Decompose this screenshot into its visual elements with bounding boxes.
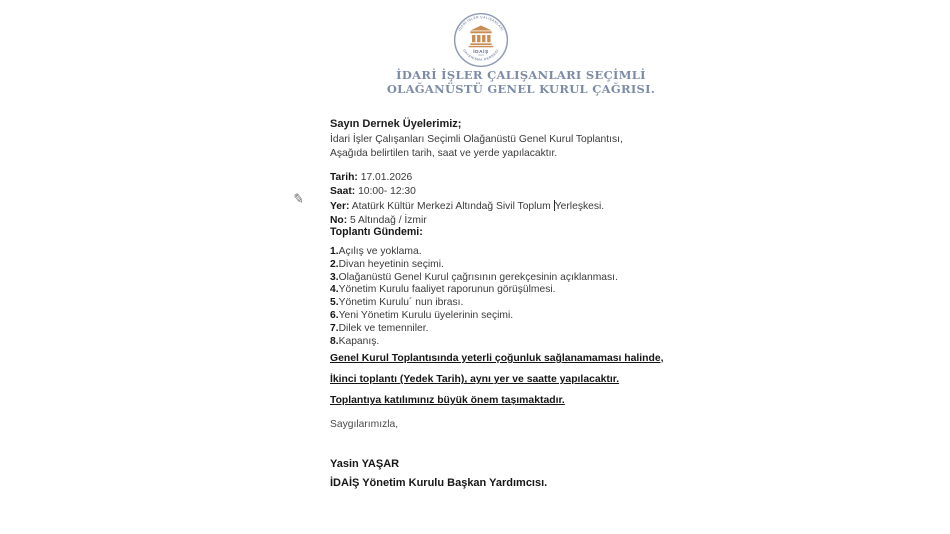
agenda-item	[330, 246, 618, 259]
intro-line: İdari İşler Çalışanları Seçimli Olağanüstü Genel Kurul Toplantısı,	[330, 134, 623, 145]
agenda-item-text: Olağanüstü Genel Kurul çağrısının gerekçesinin açıklanması.	[338, 271, 618, 283]
seal-acronym: İDAİŞ	[473, 49, 489, 55]
agenda-item-text: Yönetim Kurulu faaliyet raporunun görüşülmesi.	[338, 284, 556, 296]
signature-name: Yasin YAŞAR	[330, 458, 400, 470]
document-title-line1: İDARİ İŞLER ÇALIŞANLARI SEÇİMLİ	[396, 68, 646, 82]
agenda-item-number: 3.	[330, 271, 339, 283]
signature-title: İDAİŞ Yönetim Kurulu Başkan Yardımcısı.	[330, 477, 548, 489]
detail-label: Saat:	[330, 186, 356, 198]
detail-value: 5 Altındağ / İzmir	[350, 215, 427, 227]
agenda-item	[330, 272, 618, 285]
agenda-item-text: Yeni Yönetim Kurulu üyelerinin seçimi.	[338, 309, 514, 321]
detail-row-date	[330, 171, 604, 185]
agenda-item	[330, 323, 618, 336]
agenda-item-text: Açılış ve yoklama.	[338, 246, 422, 257]
agenda-item-text: Yönetim Kurulu´ nun ibrası.	[338, 297, 464, 309]
detail-value: Yerleşkesi.	[554, 200, 605, 212]
agenda-item-number: 7.	[330, 322, 339, 334]
detail-label: Yer:	[330, 200, 350, 212]
seal-icon	[452, 12, 510, 68]
agenda-item-text: Divan heyetinin seçimi.	[338, 258, 444, 270]
agenda-item-text: Dilek ve temenniler.	[338, 322, 429, 334]
quorum-notice-line: Toplantıya katılımınız büyük önem taşımaktadır.	[330, 395, 565, 407]
document-title-line2: OLAĞANÜSTÜ GENEL KURUL ÇAĞRISI.	[386, 82, 656, 96]
detail-row-place[interactable]	[330, 200, 604, 214]
intro-line: Aşağıda belirtilen tarih, saat ve yerde yapılacaktır.	[330, 148, 558, 160]
agenda-item	[330, 259, 618, 272]
meeting-details	[330, 171, 604, 229]
detail-value: Atatürk Kültür Merkezi Altındağ Sivil Toplum	[351, 200, 551, 212]
seal-ring-text-top: İDARİ İŞLER ÇALIŞANLARI	[457, 15, 505, 32]
quorum-notice-line: Genel Kurul Toplantısında yeterli çoğunluk sağlanamaması halinde,	[330, 353, 664, 364]
agenda-list	[330, 246, 618, 348]
pencil-icon[interactable]: ✎	[292, 190, 305, 207]
agenda-item-number: 6.	[330, 309, 339, 321]
agenda-item-number: 4.	[330, 284, 339, 296]
quorum-notice	[330, 348, 664, 412]
agenda-item-number: 1.	[330, 246, 339, 257]
agenda-item	[330, 310, 618, 323]
association-seal-logo	[452, 12, 510, 68]
detail-value: 10:00- 12:30	[358, 186, 416, 198]
detail-value: 17.01.2026	[360, 172, 413, 183]
detail-label: No:	[330, 215, 348, 227]
agenda-item-number: 2.	[330, 258, 339, 270]
agenda-heading: Toplantı Gündemi:	[330, 226, 423, 238]
detail-label: Tarih:	[330, 172, 358, 183]
seal-year: 2022	[478, 54, 484, 58]
document-title	[340, 68, 702, 96]
intro-paragraph	[330, 133, 623, 162]
agenda-item	[330, 336, 618, 349]
closing-salutation: Saygılarımızla,	[330, 419, 399, 430]
seal-ring-text-bottom: DAYANIŞMA DERNEĞİ	[462, 48, 500, 62]
agenda-item-number: 5.	[330, 297, 339, 309]
agenda-item-text: Kapanış.	[338, 335, 380, 347]
agenda-item	[330, 284, 618, 297]
agenda-item-number: 8.	[330, 335, 339, 347]
detail-row-time	[330, 185, 604, 199]
agenda-item	[330, 297, 618, 310]
quorum-notice-line: İkinci toplantı (Yedek Tarih), aynı yer ve saatte yapılacaktır.	[330, 374, 620, 386]
salutation: Sayın Dernek Üyelerimiz;	[330, 118, 462, 130]
